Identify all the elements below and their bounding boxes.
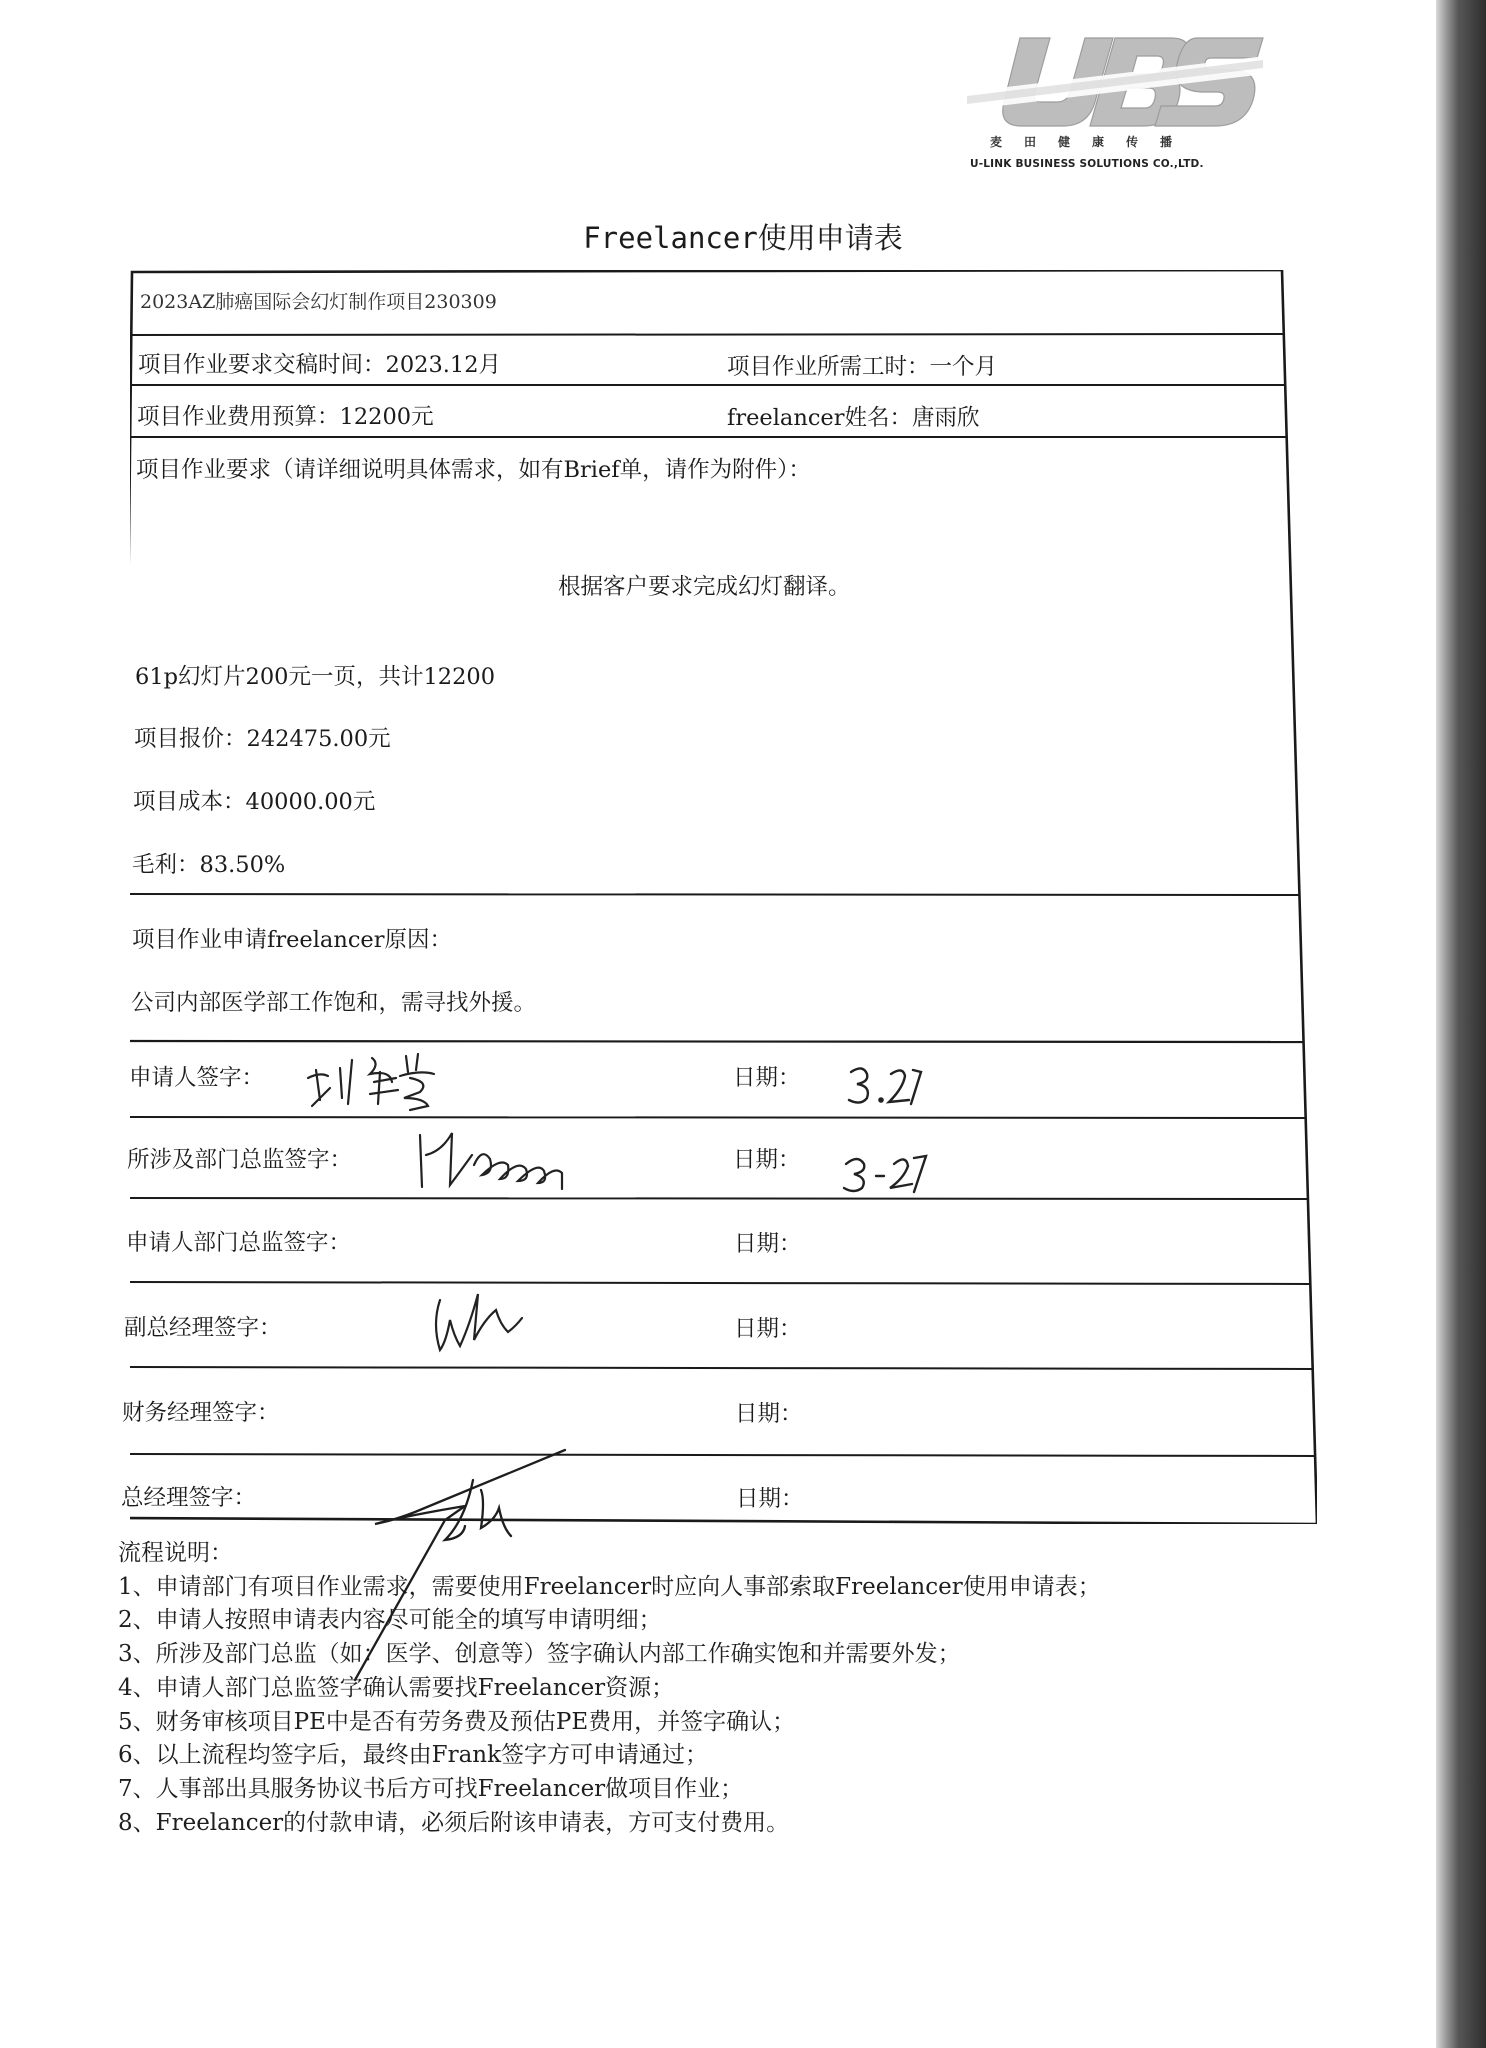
applicant-signature-label: 申请人签字： <box>129 1065 265 1091</box>
dept-director-date-handwritten <box>840 1146 930 1200</box>
process-note: 1、申请部门有项目作业需求，需要使用Freelancer时应向人事部索取Freelancer使用申请表； <box>118 1573 1101 1600</box>
project-cost: 项目成本：40000.00元 <box>133 789 376 815</box>
form-title: Freelancer使用申请表 <box>583 221 903 255</box>
requirements-summary: 根据客户要求完成幻灯翻译。 <box>558 574 851 600</box>
process-note: 5、财务审核项目PE中是否有劳务费及预估PE费用，并签字确认； <box>118 1708 796 1735</box>
gross-margin: 毛利：83.50% <box>132 852 286 878</box>
pricing-detail: 61p幻灯片200元一页，共计12200 <box>135 664 496 690</box>
budget-field: 项目作业费用预算：12200元 <box>137 404 434 430</box>
general-manager-date-label: 日期： <box>736 1486 804 1512</box>
process-note: 2、申请人按照申请表内容尽可能全的填写申请明细； <box>118 1607 662 1634</box>
applicant-signature <box>300 1048 460 1122</box>
project-name: 2023AZ肺癌国际会幻灯制作项目230309 <box>140 291 497 313</box>
applicant-date-handwritten <box>845 1060 925 1114</box>
freelancer-name-field: freelancer姓名：唐雨欣 <box>727 405 980 431</box>
dept-director-signature-label: 所涉及部门总监签字： <box>127 1147 353 1173</box>
deputy-gm-signature <box>426 1280 536 1364</box>
logo-english-name: U-LINK BUSINESS SOLUTIONS CO.,LTD. <box>970 158 1204 170</box>
process-note: 4、申请人部门总监签字确认需要找Freelancer资源； <box>118 1674 675 1701</box>
applicant-dept-director-signature-label: 申请人部门总监签字： <box>126 1230 352 1256</box>
deadline-field: 项目作业要求交稿时间：2023.12月 <box>138 352 502 378</box>
applicant-dept-director-date-label: 日期： <box>734 1231 802 1257</box>
scan-page-edge <box>1436 0 1486 2048</box>
applicant-date-label: 日期： <box>733 1065 801 1091</box>
finance-manager-signature-label: 财务经理签字： <box>122 1400 280 1426</box>
reason-heading: 项目作业申请freelancer原因： <box>132 927 452 953</box>
deputy-gm-date-label: 日期： <box>734 1316 802 1342</box>
requirements-heading: 项目作业要求（请详细说明具体需求，如有Brief单，请作为附件）： <box>136 457 811 483</box>
process-notes <box>118 1537 1368 1840</box>
general-manager-signature-label: 总经理签字： <box>121 1485 257 1511</box>
dept-director-signature <box>412 1125 582 1204</box>
process-note: 6、以上流程均签字后，最终由Frank签字方可申请通过； <box>118 1742 709 1769</box>
finance-manager-date-label: 日期： <box>735 1401 803 1427</box>
application-form <box>121 270 1317 1524</box>
process-notes-heading: 流程说明： <box>118 1540 233 1566</box>
project-quote: 项目报价：242475.00元 <box>134 726 391 752</box>
deputy-gm-signature-label: 副总经理签字： <box>124 1315 282 1341</box>
process-note: 7、人事部出具服务协议书后方可找Freelancer做项目作业； <box>118 1775 744 1802</box>
logo-chinese-name: 麦田健康传播 <box>990 135 1195 149</box>
dept-director-date-label: 日期： <box>733 1147 801 1173</box>
reason-text: 公司内部医学部工作饱和，需寻找外援。 <box>131 990 537 1016</box>
process-note: 8、Freelancer的付款申请，必须后附该申请表，方可支付费用。 <box>118 1809 790 1836</box>
process-note: 3、所涉及部门总监（如：医学、创意等）签字确认内部工作确实饱和并需要外发； <box>118 1641 961 1668</box>
work-hours-field: 项目作业所需工时：一个月 <box>727 354 998 380</box>
ubs-logo <box>965 30 1265 175</box>
